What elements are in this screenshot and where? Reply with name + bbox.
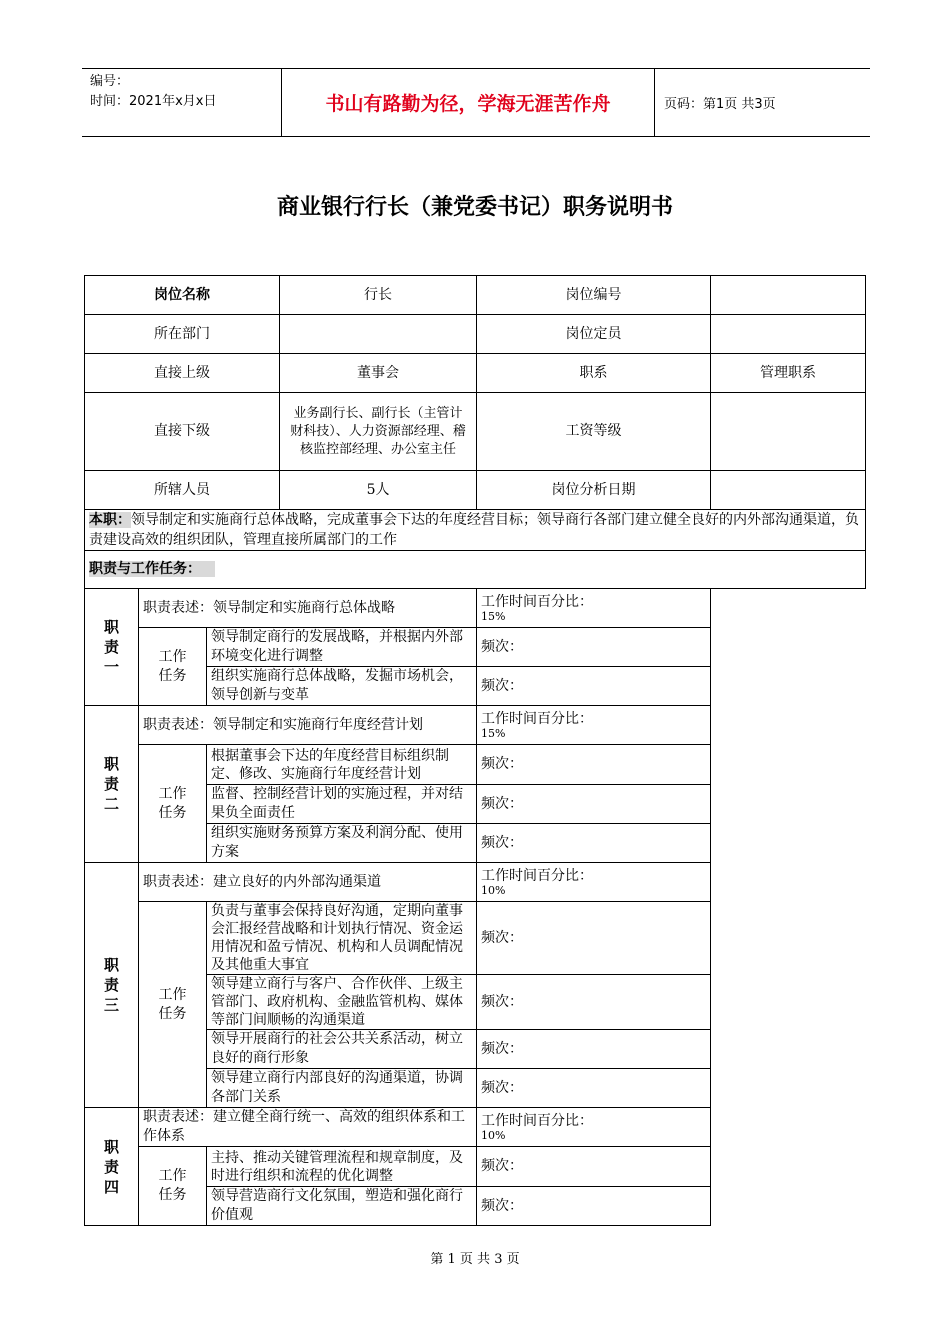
pct-value: 15% <box>481 610 506 623</box>
frequency: 频次： <box>477 975 711 1030</box>
info-value: 5人 <box>280 471 477 510</box>
info-value: 董事会 <box>280 354 477 393</box>
tasks-heading: 职责与工作任务： <box>89 561 215 577</box>
header-motto: 书山有路勤为径，学海无涯苦作舟 <box>282 69 655 136</box>
duty-label-text: 职责三 <box>103 956 119 1014</box>
duty-label-text: 职责二 <box>103 755 119 813</box>
task-text: 组织实施商行总体战略，发掘市场机会，领导创新与变革 <box>207 667 477 706</box>
duty-label-3 <box>85 863 139 1108</box>
frequency: 频次： <box>477 1069 711 1108</box>
document-title: 商业银行行长（兼党委书记）职务说明书 <box>276 195 673 220</box>
task-label-text: 工作任务 <box>158 785 187 821</box>
task-row <box>85 745 866 785</box>
task-text: 领导建立商行与客户、合作伙伴、上级主管部门、政府机构、金融监管机构、媒体等部门间顺畅的沟通渠道 <box>207 975 477 1030</box>
info-value <box>711 471 866 510</box>
frequency: 频次： <box>477 785 711 824</box>
duty-label-text: 职责一 <box>103 618 119 676</box>
info-label: 直接下级 <box>85 393 280 471</box>
task-text: 监督、控制经营计划的实施过程，并对结果负全面责任 <box>207 785 477 824</box>
task-text: 领导建立商行内部良好的沟通渠道，协调各部门关系 <box>207 1069 477 1108</box>
time-percent <box>477 589 711 628</box>
tasks-heading-cell <box>85 551 866 589</box>
frequency: 频次： <box>477 1187 711 1226</box>
header-meta <box>82 69 282 136</box>
duty-statement-row <box>85 706 866 745</box>
duty-text: 领导制定和实施商行总体战略，完成董事会下达的年度经营目标；领导商行各部门建立健全良好的内外部沟通渠道，负责建设高效的组织团队，管理直接所属部门的工作 <box>89 512 859 548</box>
duty-statement: 职责表述：领导制定和实施商行年度经营计划 <box>139 706 477 745</box>
info-value <box>711 315 866 354</box>
duty-summary-row <box>85 510 866 551</box>
duty-statement-row <box>85 589 866 628</box>
duty-label-2 <box>85 706 139 863</box>
page-footer: 第 1 页 共 3 页 <box>430 1252 520 1267</box>
info-value: 行长 <box>280 276 477 315</box>
task-label <box>139 628 207 706</box>
pct-label: 工作时间百分比： <box>481 594 594 610</box>
info-value <box>711 276 866 315</box>
task-row <box>85 628 866 667</box>
task-label <box>139 1147 207 1226</box>
duty-label-4 <box>85 1108 139 1226</box>
info-row <box>85 315 866 354</box>
frequency: 频次： <box>477 824 711 863</box>
time-percent <box>477 863 711 902</box>
number-label: 编号： <box>90 74 130 89</box>
info-label: 工资等级 <box>477 393 711 471</box>
duty-statement: 职责表述：建立良好的内外部沟通渠道 <box>139 863 477 902</box>
frequency: 频次： <box>477 1030 711 1069</box>
task-label <box>139 902 207 1108</box>
info-label: 直接上级 <box>85 354 280 393</box>
info-label: 职系 <box>477 354 711 393</box>
task-label <box>139 745 207 863</box>
pct-label: 工作时间百分比： <box>481 868 594 884</box>
info-row <box>85 393 866 471</box>
pct-label: 工作时间百分比： <box>481 1113 594 1129</box>
frequency: 频次： <box>477 1147 711 1187</box>
info-value: 管理职系 <box>711 354 866 393</box>
info-row <box>85 471 866 510</box>
duty-statement-row <box>85 1108 866 1147</box>
task-label-text: 工作任务 <box>158 986 187 1022</box>
info-row <box>85 354 866 393</box>
info-value <box>711 393 866 471</box>
frequency: 频次： <box>477 745 711 785</box>
task-label-text: 工作任务 <box>158 648 187 684</box>
duty-label: 本职： <box>89 512 131 528</box>
task-text: 领导制定商行的发展战略，并根据内外部环境变化进行调整 <box>207 628 477 667</box>
pct-label: 工作时间百分比： <box>481 711 594 727</box>
frequency: 频次： <box>477 628 711 667</box>
pct-value: 10% <box>481 1129 506 1142</box>
info-label: 岗位分析日期 <box>477 471 711 510</box>
task-label-text: 工作任务 <box>158 1168 187 1203</box>
task-text: 根据董事会下达的年度经营目标组织制定、修改、实施商行年度经营计划 <box>207 745 477 785</box>
frequency: 频次： <box>477 667 711 706</box>
page-header <box>82 68 870 137</box>
time-label: 时间：2021年x月x日 <box>90 94 217 109</box>
info-label: 岗位编号 <box>477 276 711 315</box>
duty-statement-row <box>85 863 866 902</box>
frequency: 频次： <box>477 902 711 975</box>
info-label: 岗位名称 <box>85 276 280 315</box>
info-row <box>85 276 866 315</box>
task-row <box>85 902 866 975</box>
pct-value: 10% <box>481 884 506 897</box>
time-percent <box>477 706 711 745</box>
info-label: 岗位定员 <box>477 315 711 354</box>
pct-value: 15% <box>481 727 506 740</box>
page-indicator: 页码：第1页 共3页 <box>664 97 776 112</box>
info-label: 所辖人员 <box>85 471 280 510</box>
info-value: 业务副行长、副行长（主管计财科技）、人力资源部经理、稽核监控部经理、办公室主任 <box>280 393 477 471</box>
tasks-heading-row <box>85 551 866 589</box>
task-row <box>85 1147 866 1187</box>
info-label: 所在部门 <box>85 315 280 354</box>
duty-statement: 职责表述：领导制定和实施商行总体战略 <box>139 589 477 628</box>
job-description-table <box>84 275 865 1226</box>
info-value <box>280 315 477 354</box>
task-text: 领导营造商行文化氛围，塑造和强化商行价值观 <box>207 1187 477 1226</box>
task-text: 组织实施财务预算方案及利润分配、使用方案 <box>207 824 477 863</box>
time-percent <box>477 1108 711 1147</box>
task-text: 负责与董事会保持良好沟通，定期向董事会汇报经营战略和计划执行情况、资金运用情况和盈亏情况、机构和人员调配情况及其他重大事宜 <box>207 902 477 975</box>
duty-label-1 <box>85 589 139 706</box>
task-text: 主持、推动关键管理流程和规章制度，及时进行组织和流程的优化调整 <box>207 1147 477 1187</box>
task-text: 领导开展商行的社会公共关系活动，树立良好的商行形象 <box>207 1030 477 1069</box>
duty-statement: 职责表述：建立健全商行统一、高效的组织体系和工作体系 <box>139 1108 477 1147</box>
duty-label-text: 职责四 <box>103 1137 119 1196</box>
duty-summary <box>85 510 866 551</box>
